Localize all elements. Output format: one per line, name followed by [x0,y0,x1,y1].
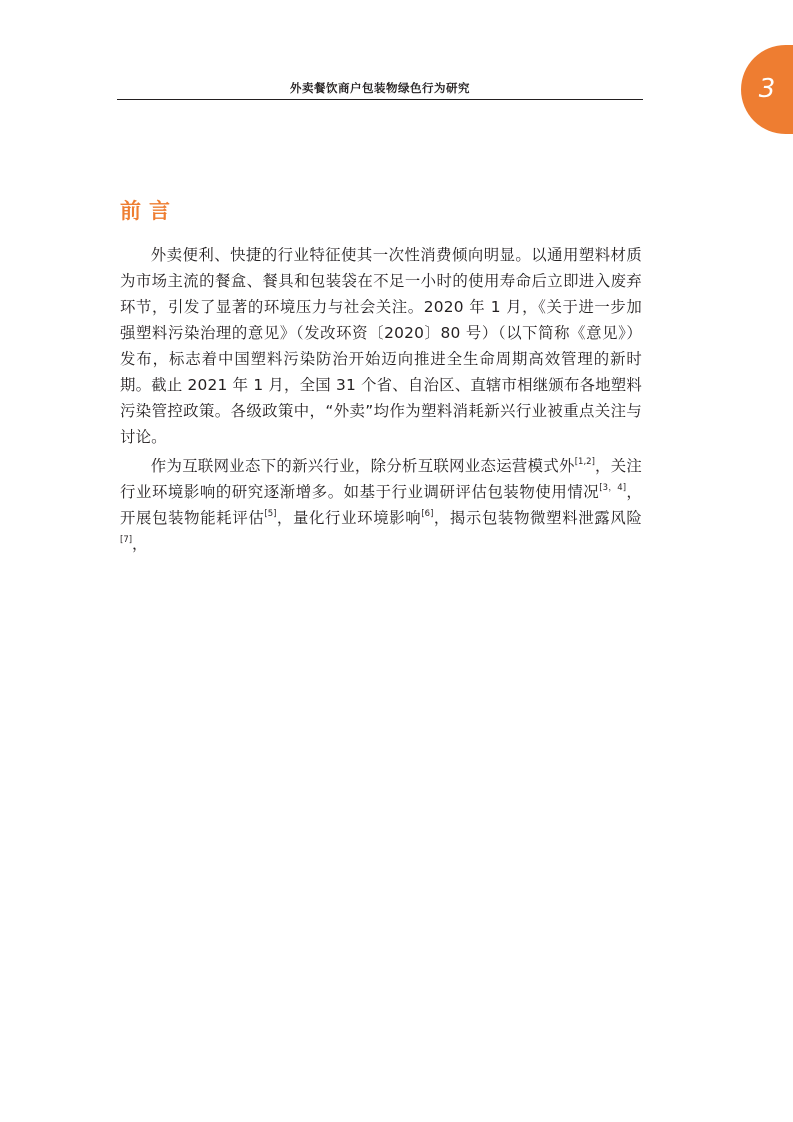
paragraph-2-text-2: ，关注行业环境影响的研究逐渐增多。如基于行业调研评估包装物使用情况 [120,457,642,501]
paragraph-2-text-5: ，揭示包装物微塑料泄露风险 [433,509,642,527]
paragraph-2-text-3: ，开展包装物能耗评估 [120,483,643,527]
citation-ref-3-4: [3，4] [599,483,627,493]
header-divider [117,99,643,100]
paragraph-1: 外卖便利、快捷的行业特征使其一次性消费倾向明显。以通用塑料材质为市场主流的餐盒、餐具和包装袋在不足一小时的使用寿命后立即进入废弃环节，引发了显著的环境压力与社会关注。2020 年 1 月，《关于进一步加强塑料污染治理的意见》（发改环资〔2020〕80 号）（以下简称《意见》）发布，标志着中国塑料污染防治开始迈向推进全生命周期高效管理的新时期。截止 2021 年 1 月，全国 31 个省、自治区、直辖市相继颁布各地塑料污染管控政策。各级政策中，“外卖”均作为塑料消耗新兴行业被重点关注与讨论。 [120,246,642,446]
paragraph-2-text-6: ， [132,535,148,553]
paragraph-2-text-1: 作为互联网业态下的新兴行业，除分析互联网业态运营模式外 [150,457,575,475]
citation-ref-7: [7] [120,535,133,545]
paragraph-2 [120,453,642,557]
citation-ref-5: [5] [264,509,277,519]
section-heading: 前言 [120,199,178,223]
page-number: 3 [758,74,776,104]
citation-ref-6: [6] [421,509,434,519]
running-header-title: 外卖餐饮商户包装物绿色行为研究 [290,81,470,95]
paragraph-2-text-4: ，量化行业环境影响 [276,509,422,527]
citation-ref-1-2: [1,2] [574,457,595,467]
